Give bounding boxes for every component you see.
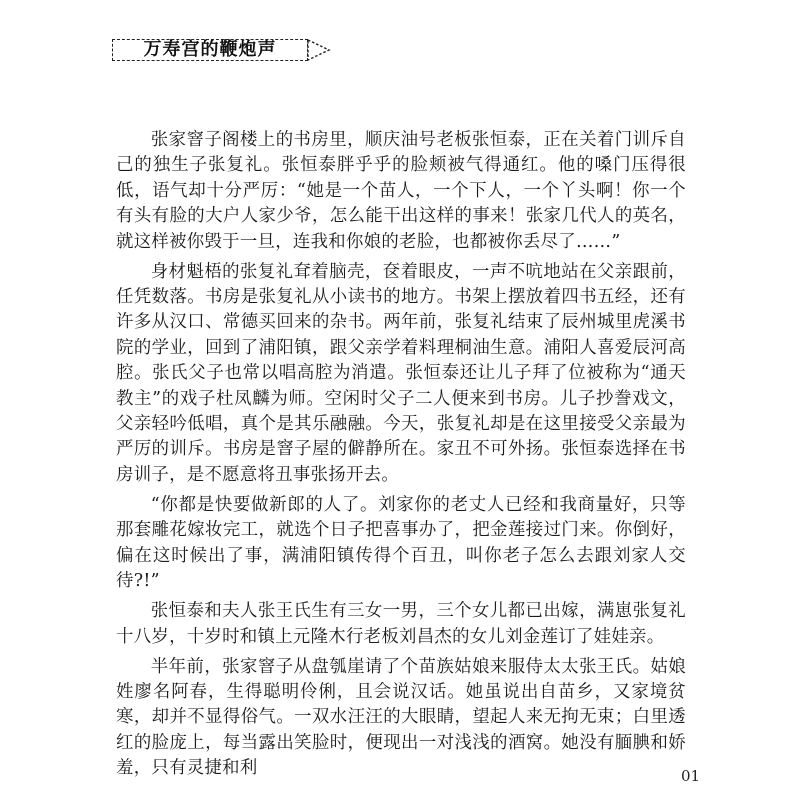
paragraph-3: “你都是快要做新郎的人了。刘家你的老丈人已经和我商量好，只等那套雕花嫁妆完工，就选个日子把喜事办了，把金莲接过门来。你倒好，偏在这时候出了事，满浦阳镇传得个百丑，叫你老子怎么去跟刘家人交待?!” [116,494,686,592]
chapter-title-box [112,39,308,61]
paragraph-2: 身材魁梧的张复礼耷着脑壳，奁着眼皮，一声不吭地站在父亲跟前，任凭数落。书房是张复礼从小读书的地方。书架上摆放着四书五经，还有许多从汉口、常德买回来的杂书。两年前，张复礼结束了辰州城里虎溪书院的学业，回到了浦阳镇，跟父亲学着料理桐油生意。浦阳人喜爱辰河高腔。张氏父子也常以唱高腔为消遣。张恒泰还让儿子拜了位被称为“通天教主”的戏子杜凤麟为师。空闲时父子二人便来到书房。儿子抄誊戏文，父亲轻吟低唱，真个是其乐融融。今天，张复礼却是在这里接受父亲最为严厉的训斥。书房是窨子屋的僻静所在。家丑不可外扬。张恒泰选择在书房训子，是不愿意将丑事张扬开去。 [116,261,686,485]
chapter-title: 万寿宫的鞭炮声 [143,39,277,60]
page-number: 01 [681,767,701,785]
paragraph-1: 张家窨子阁楼上的书房里，顺庆油号老板张恒泰，正在关着门训斥自己的独生子张复礼。张恒泰胖乎乎的脸颊被气得通红。他的嗓门压得很低，语气却十分严厉：“她是一个苗人，一个下人，一个丫头啊！你一个有头有脸的大户人家少爷，怎么能干出这样的事来！张家几代人的英名，就这样被你毁于一旦，连我和你娘的老脸，也都被你丢尽了……” [116,130,686,252]
title-arrow-icon [307,39,331,61]
paragraph-4: 张恒泰和夫人张王氏生有三女一男，三个女儿都已出嫁，满崽张复礼十八岁，十岁时和镇上元隆木行老板刘昌杰的女儿刘金莲订了娃娃亲。 [116,601,686,647]
paragraph-5: 半年前，张家窨子从盘瓠崖请了个苗族姑娘来服侍太太张王氏。姑娘姓廖名阿春，生得聪明伶俐，且会说汉话。她虽说出自苗乡，又家境贫寒，却并不显得俗气。一双水汪汪的大眼睛，望起人来无拘无束；白里透红的脸庞上，每当露出笑脸时，便现出一对浅浅的酒窝。她没有腼腆和娇羞，只有灵捷和利 [116,656,686,779]
body-text [116,128,686,782]
